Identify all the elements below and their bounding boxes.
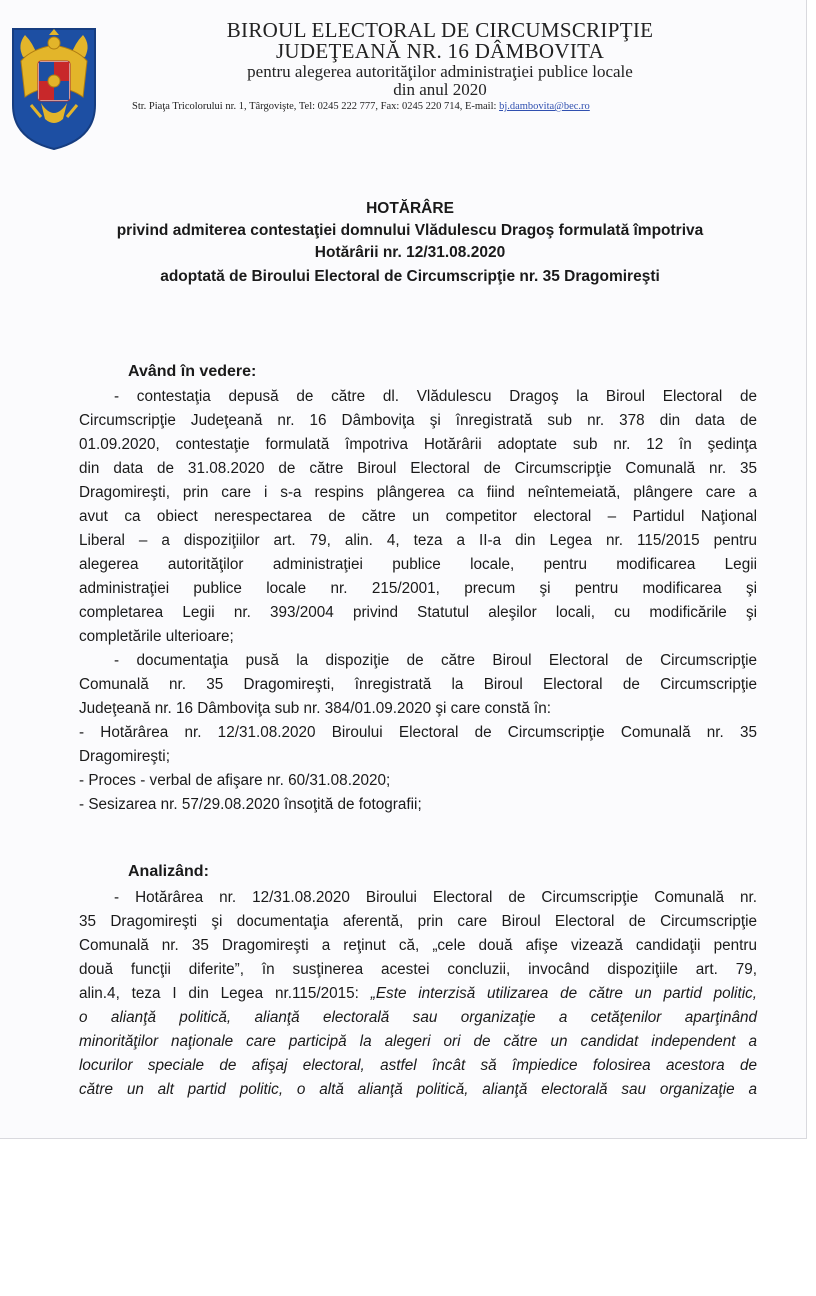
paragraph-line: Comunală nr. 35 Dragomireşti a reţinut că, „cele două afişe vizează candidaţii pentru: [79, 937, 757, 954]
paragraph-line: 35 Dragomireşti şi documentaţia aferentă, prin care Biroul Electoral de Circumscripţie: [79, 913, 757, 930]
paragraph-line: două funcţii diferite”, în susţinerea acestei concluzii, invocând dispoziţiile art. 79,: [79, 961, 757, 978]
law-quote-line: minorităţilor naţionale care participă la alegeri ori de către un candidat independent a: [79, 1033, 757, 1050]
paragraph-line: avut ca obiect nerespectarea de către un competitor electoral – Partidul Naţional: [79, 508, 757, 525]
law-reference: alin.4, teza I din Legea nr.115/2015:: [79, 985, 371, 1002]
law-quote-line: o alianţă politică, alianţă electorală sau organizaţie a cetăţenilor aparţinând: [79, 1009, 757, 1026]
law-quote-start: „Este interzisă utilizarea de către un partid politic,: [370, 985, 757, 1002]
paragraph-line: Judeţeană nr. 16 Dâmboviţa sub nr. 384/01.09.2020 şi care constă în:: [79, 700, 551, 717]
law-quote-line: către un alt partid politic, o altă alianţă politică, alianţă electorală sau organizaţie a: [79, 1081, 757, 1098]
header-address: [132, 101, 590, 112]
doc-subtitle-2: Hotărârii nr. 12/31.08.2020: [314, 244, 506, 261]
paragraph-line: Liberal – a dispoziţiilor art. 79, alin. 4, teza a II-a din Legea nr. 115/2015 pentru: [79, 532, 757, 549]
header-line-2: JUDEŢEANĂ NR. 16 DÂMBOVITA: [275, 39, 605, 63]
paragraph-line: completările ulterioare;: [79, 628, 234, 645]
paragraph-line: administraţiei publice locale nr. 215/2001, precum şi pentru modificarea şi: [79, 580, 757, 597]
paragraph-line: completarea Legii nr. 393/2004 privind Statutul aleşilor locali, cu modificările şi: [79, 604, 757, 621]
paragraph-line: [79, 983, 757, 1005]
list-item: - Proces - verbal de afişare nr. 60/31.08.2020;: [79, 772, 391, 789]
paragraph-line: - documentaţia pusă la dispoziţie de către Biroul Electoral de Circumscripţie: [114, 652, 757, 669]
paragraph-line: Dragomireşti, prin care i s-a respins plângerea ca fiind neîntemeiată, plângere care a: [79, 484, 757, 501]
list-item: - Sesizarea nr. 57/29.08.2020 însoţită de fotografii;: [79, 796, 422, 813]
paragraph-line: alegerea autorităţilor administraţiei publice locale, pentru modificarea Legii: [79, 556, 757, 573]
section-heading-analyzing: Analizând:: [128, 863, 209, 880]
header-line-3: pentru alegerea autorităţilor administraţiei publice locale: [247, 62, 633, 81]
paragraph-line: - Hotărârea nr. 12/31.08.2020 Biroului Electoral de Circumscripţie Comunală nr.: [114, 889, 757, 906]
doc-title: HOTĂRÂRE: [366, 200, 454, 217]
paragraph-line: din data de 31.08.2020 de către Biroul Electoral de Circumscripţie Comunală nr. 35: [79, 460, 757, 477]
paragraph-line: - contestaţia depusă de către dl. Vlădulescu Dragoş la Biroul Electoral de: [114, 388, 757, 405]
paragraph-line: 01.09.2020, contestaţie formulată împotriva Hotărârii adoptate sub nr. 12 în şedinţa: [79, 436, 757, 453]
coat-of-arms-logo: [11, 27, 97, 151]
section-heading-considering: Având în vedere:: [128, 363, 257, 380]
paragraph-line: Circumscripţie Judeţeană nr. 16 Dâmboviţa şi înregistrată sub nr. 378 din data de: [79, 412, 757, 429]
law-quote-line: locurilor speciale de afişaj electoral, astfel încât să împiedice folosirea acestora de: [79, 1057, 757, 1074]
paragraph-line: Comunală nr. 35 Dragomireşti, înregistrată la Biroul Electoral de Circumscripţie: [79, 676, 757, 693]
email-link[interactable]: bj.dambovita@bec.ro: [499, 101, 590, 112]
list-item: Dragomireşti;: [79, 748, 170, 765]
header-line-1: BIROUL ELECTORAL DE CIRCUMSCRIPŢIE: [226, 18, 654, 42]
doc-subtitle-3: adoptată de Biroului Electoral de Circumscripţie nr. 35 Dragomireşti: [160, 268, 660, 285]
address-text: Str. Piaţa Tricolorului nr. 1, Târgovişte, Tel: 0245 222 777, Fax: 0245 220 714, E-mail:: [132, 101, 500, 112]
list-item: - Hotărârea nr. 12/31.08.2020 Biroului Electoral de Circumscripţie Comunală nr. 35: [79, 724, 757, 741]
header-line-4: din anul 2020: [393, 80, 487, 99]
doc-subtitle-1: privind admiterea contestaţiei domnului Vlădulescu Dragoş formulată împotriva: [116, 222, 704, 239]
